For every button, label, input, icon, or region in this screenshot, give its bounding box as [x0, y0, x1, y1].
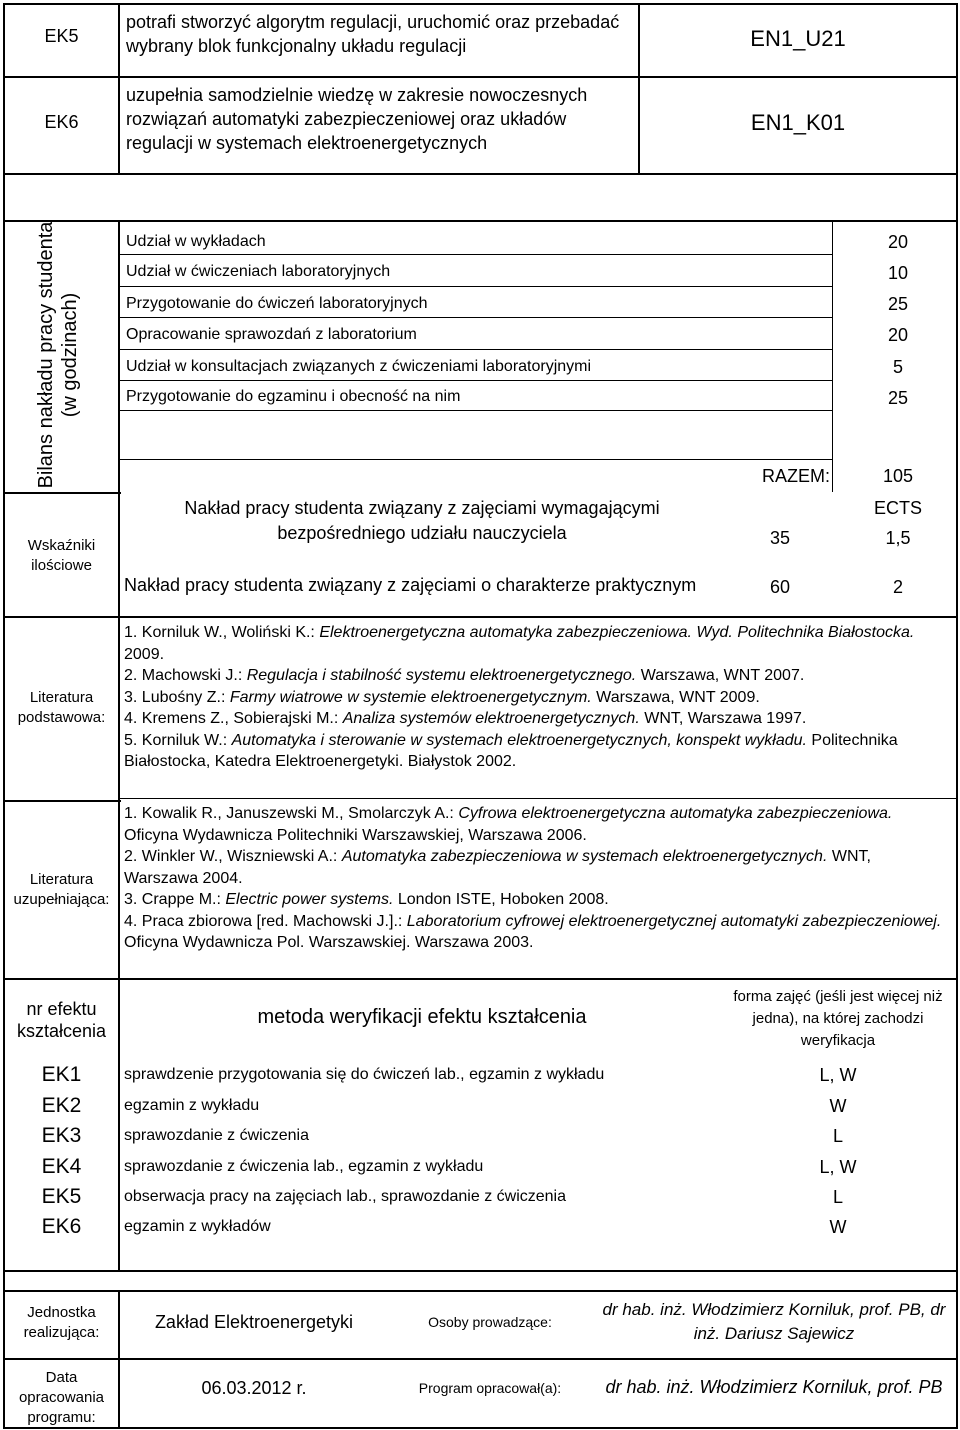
list-item: 4. Kremens Z., Sobierajski M.: Analiza systemów elektroenergetycznych. WNT, Warszawa 1997.	[124, 710, 807, 727]
practical-label: Nakład pracy studenta związany z zajęciami o charakterze praktycznym	[124, 575, 697, 595]
program-date: 06.03.2012 r.	[201, 1378, 307, 1398]
basic-literature-list	[124, 622, 944, 773]
workload-label: Opracowanie sprawozdań z laboratorium	[126, 326, 417, 343]
list-item: 2. Machowski J.: Regulacja i stabilność systemu elektroenergetycznego. Warszawa, WNT 2007.	[124, 667, 805, 684]
practical-ects: 2	[892, 577, 903, 597]
workload-hours: 10	[887, 263, 909, 283]
direct-ects: 1,5	[885, 528, 911, 548]
workload-label: Udział w wykładach	[126, 233, 266, 250]
author-name: dr hab. inż. Włodzimierz Korniluk, prof. PB	[605, 1377, 943, 1397]
indicators-label: Wskaźniki ilościowe	[27, 537, 96, 574]
list-item: 2. Winkler W., Wiszniewski A.: Automatyka zabezpieczeniowa w systemach elektroenergetycznych. WNT, Warszawa 2004.	[124, 848, 871, 887]
workload-label: Przygotowanie do ćwiczeń laboratoryjnych	[126, 295, 428, 312]
outcome-code: EK6	[44, 112, 79, 132]
workload-hours: 25	[887, 294, 909, 314]
total-label: RAZEM:	[761, 466, 830, 486]
total-hours: 105	[882, 466, 914, 486]
list-item: 3. Lubośny Z.: Farmy wiatrowe w systemie elektroenergetycznym. Warszawa, WNT 2009.	[124, 688, 760, 706]
workload-hours: 5	[892, 357, 903, 377]
list-item: 1. Kowalik R., Januszewski M., Smolarczyk A.: Cyfrowa elektroenergetyczna automatyka zabezpieczeniowa. Oficyna Wydawnicza Politechniki Warszawskiej, Warszawa 2006.	[124, 805, 893, 844]
outcome-text: uzupełnia samodzielnie wiedzę w zakresie nowoczesnych rozwiązań automatyki zabezpieczeniowej oraz układów regulacji w systemach elektroenergetycznych	[126, 85, 588, 153]
direct-hours: 35	[769, 528, 791, 548]
author-label: Program opracował(a):	[418, 1380, 562, 1396]
date-label: Data opracowania programu:	[18, 1369, 105, 1426]
leaders-label: Osoby prowadzące:	[428, 1314, 552, 1330]
leaders-names: dr hab. inż. Włodzimierz Korniluk, prof. PB, dr inż. Dariusz Sajewicz	[602, 1300, 946, 1343]
workload-hours: 25	[887, 388, 909, 408]
list-item: 3. Crappe M.: Electric power systems. London ISTE, Hoboken 2008.	[124, 891, 609, 908]
practical-hours: 60	[769, 577, 791, 597]
ects-header: ECTS	[873, 498, 922, 518]
outcome-text: potrafi stworzyć algorytm regulacji, uruchomić oraz przebadać wybrany blok funkcjonalny układu regulacji	[126, 12, 620, 56]
workload-hours: 20	[887, 325, 909, 345]
verification-col-form: forma zajęć (jeśli jest więcej niż jedna), na której zachodzi weryfikacja	[733, 988, 943, 1049]
list-item: 4. Praca zbiorowa [red. Machowski J.].: Laboratorium cyfrowej elektroenergetycznej automatyki zabezpieczeniowej. Oficyna Wydawnicza Pol. Warszawskiej. Warszawa 2003.	[124, 912, 942, 951]
workload-title: Bilans nakładu pracy studenta (w godzinach)	[35, 221, 81, 489]
workload-label: Udział w konsultacjach związanych z ćwiczeniami laboratoryjnymi	[126, 358, 592, 375]
outcome-code: EK5	[44, 26, 79, 46]
outcome-ref: EN1_U21	[750, 26, 846, 51]
unit-name: Zakład Elektroenergetyki	[154, 1312, 354, 1332]
list-item: 1. Korniluk W., Woliński K.: Elektroenergetyczna automatyka zabezpieczeniowa. Wyd. Politechnika Białostocka. 2009.	[124, 624, 915, 663]
outcome-ref: EN1_K01	[750, 110, 846, 135]
unit-label: Jednostka realizująca:	[23, 1304, 100, 1341]
workload-label: Przygotowanie do egzaminu i obecność na nim	[126, 388, 461, 405]
supplementary-literature-label: Literatura uzupełniająca:	[13, 871, 110, 908]
direct-contact-label: Nakład pracy studenta związany z zajęciami wymagającymi bezpośredniego udziału nauczyciela	[184, 498, 660, 543]
list-item: 5. Korniluk W.: Automatyka i sterowanie w systemach elektroenergetycznych, konspekt wykładu. Politechnika Białostocka, Katedra Elektroenergetyki. Białystok 2002.	[124, 731, 898, 770]
workload-label: Udział w ćwiczeniach laboratoryjnych	[126, 263, 391, 280]
workload-hours: 20	[887, 232, 909, 252]
verification-col-code: nr efektu kształcenia	[16, 999, 107, 1041]
verification-col-method: metoda weryfikacji efektu kształcenia	[257, 1006, 587, 1028]
basic-literature-label: Literatura podstawowa:	[17, 689, 106, 726]
supplementary-literature-list	[124, 803, 944, 954]
